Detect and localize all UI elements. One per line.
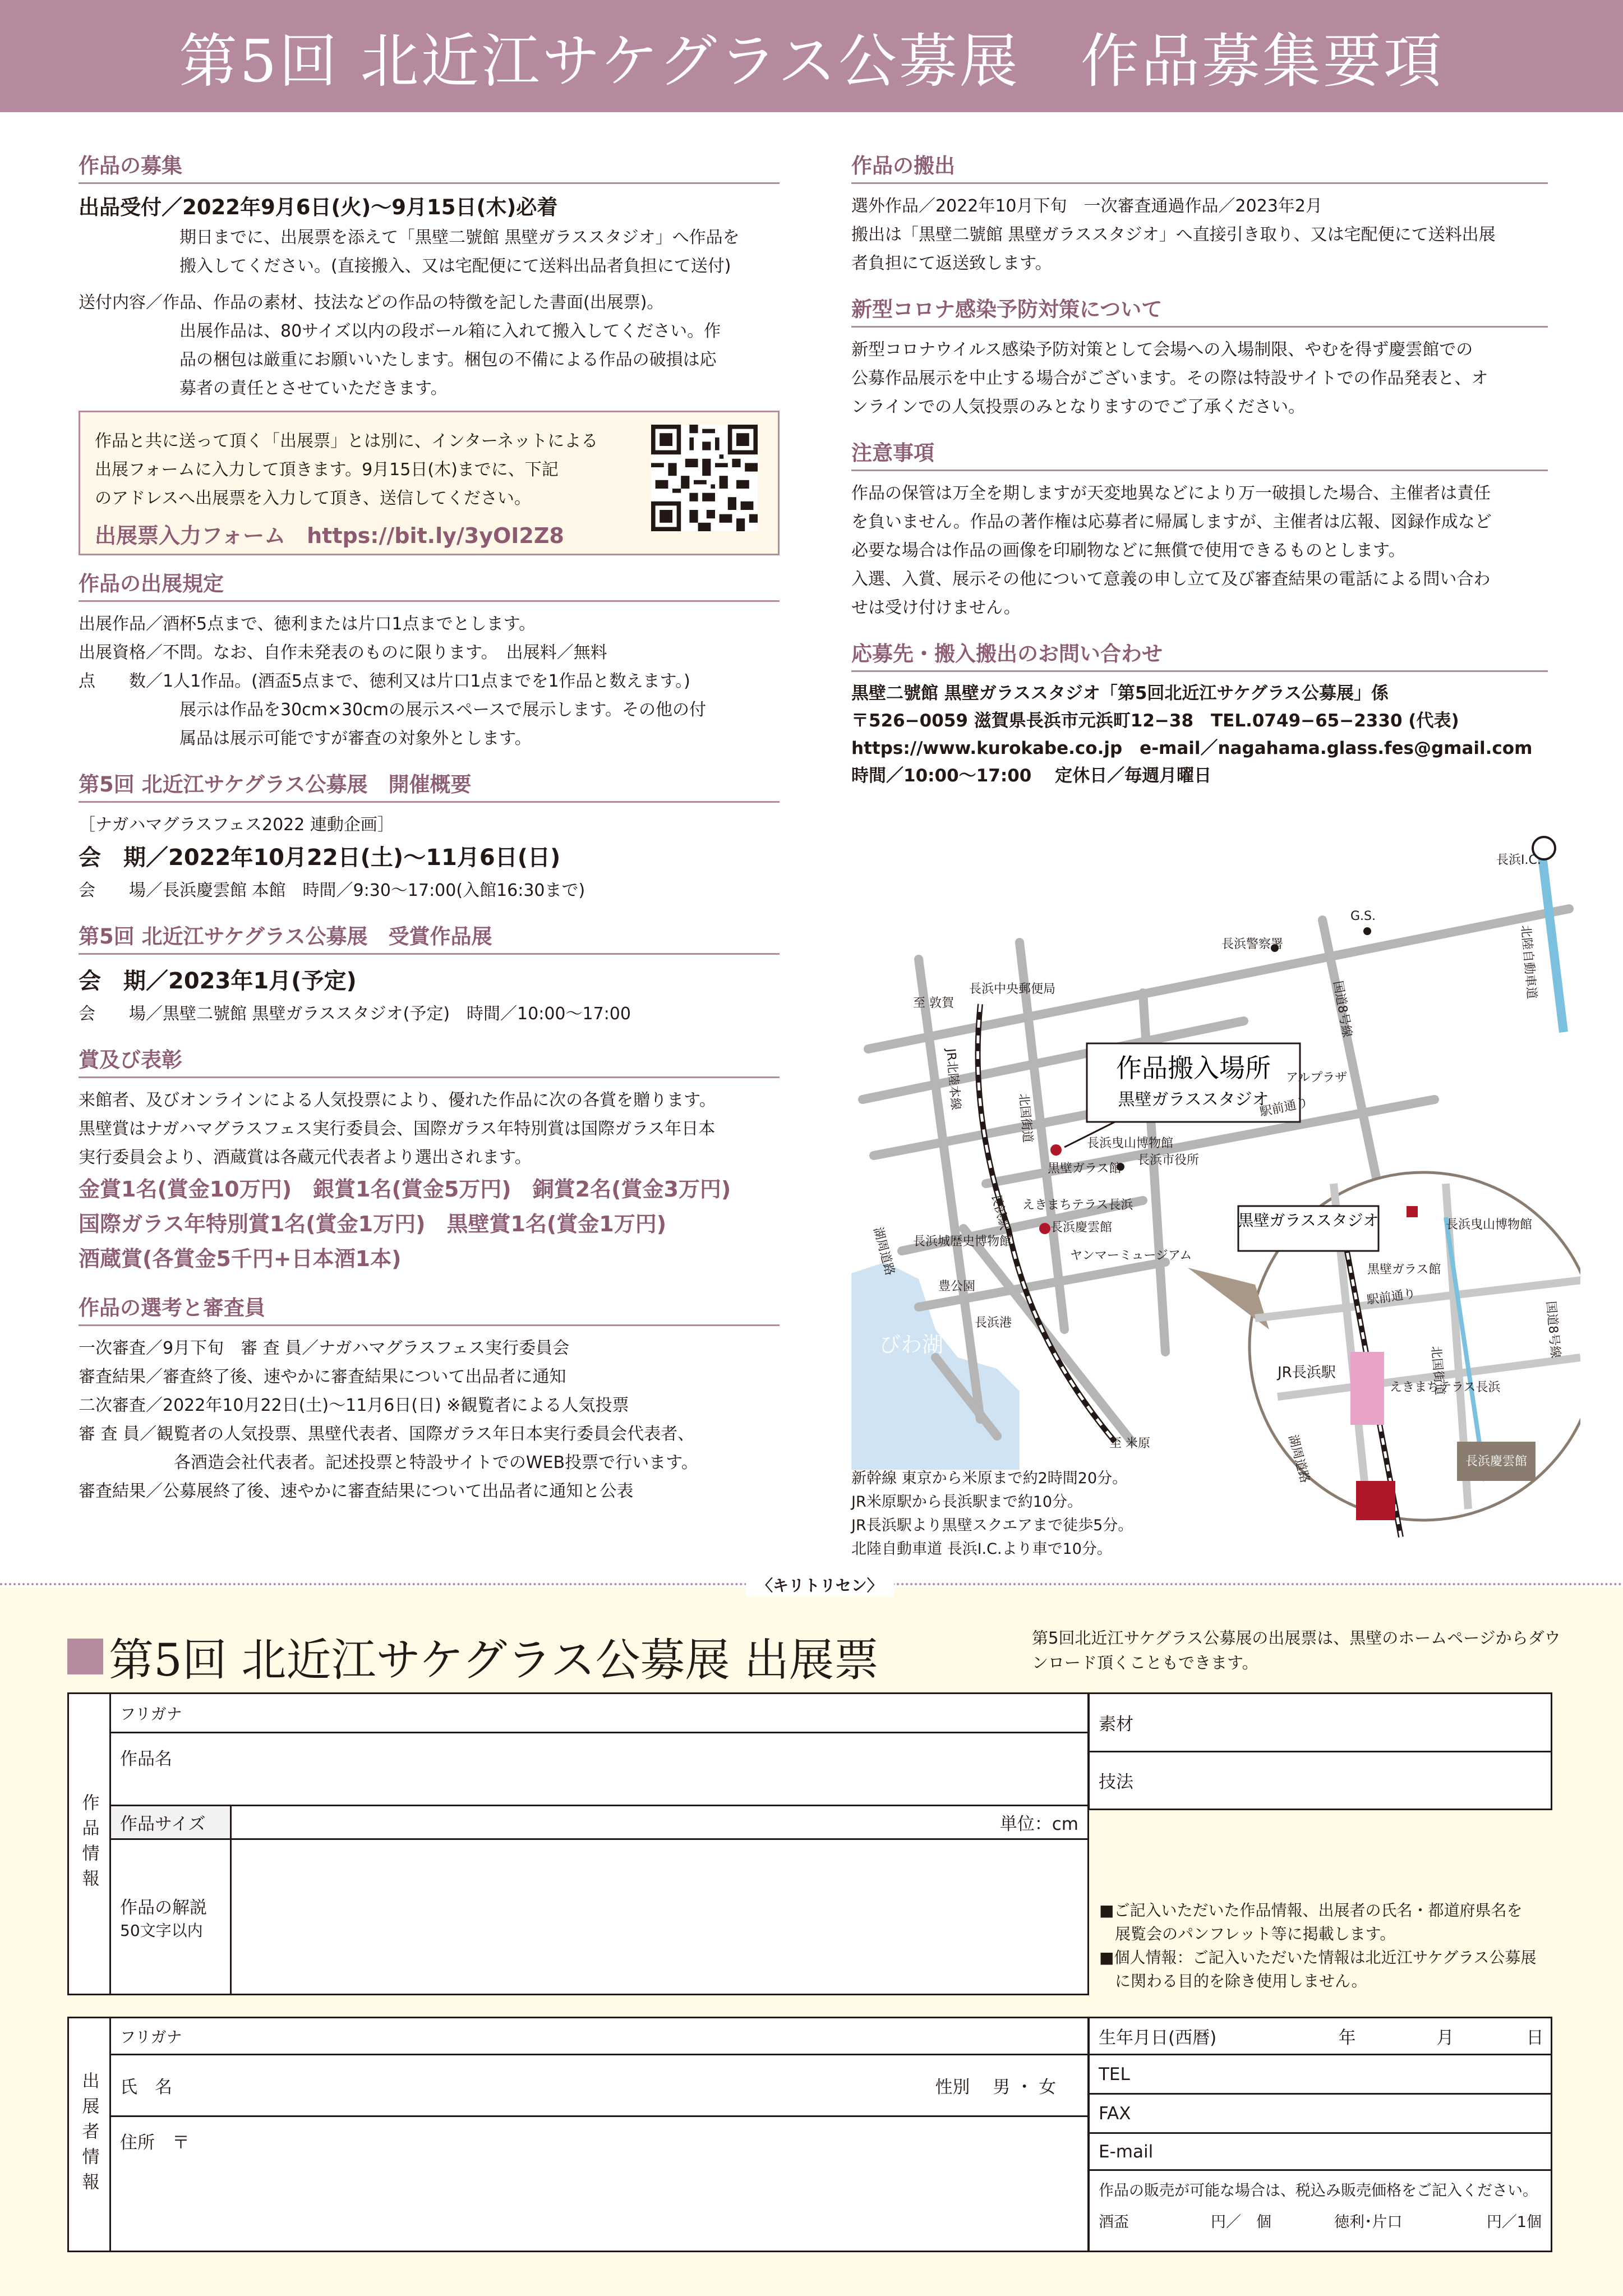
access-map [851,836,1580,1565]
material-field[interactable]: 素材 [1089,1694,1552,1752]
fax-field[interactable]: FAX [1089,2094,1552,2133]
deadline-text-1: 期日までに、出展票を添えて「黒壁二號館 黒壁ガラススタジオ」へ作品を [179,228,740,247]
map-note-1: 新幹線 東京から米原まで約2時間20分。 [851,1470,1128,1487]
tel-field[interactable]: TEL [1089,2055,1552,2094]
form-box-text-3: のアドレスへ出展票を入力して頂き、送信してください。 [95,489,531,508]
work-desc-field[interactable] [231,1839,1089,1995]
map-label-yanmar: ヤンマーミュージアム [1070,1249,1192,1263]
map-label-gs: G.S. [1350,909,1376,923]
section-award-show-heading: 第5回 北近江サケグラス公募展 受賞作品展 [79,919,780,955]
map-label-route8: 国道8号線 [1330,979,1354,1039]
studio-marker-icon [1050,1144,1062,1156]
left-column [79,149,780,1506]
inset-label-koshu: 湖周道路 [1285,1433,1312,1485]
map-label-ekimae: 駅前通り [1258,1096,1310,1120]
contents-text-3: 品の梱包は厳重にお願いいたします。梱包の不備による作品の破損は応 [179,350,717,370]
keiunkan-marker-icon [1039,1223,1050,1234]
contact-info-table [1088,2017,1552,2252]
contents-text-1: 送付内容／作品、作品の素材、技法などの作品の特徴を記した書面(出展票)。 [79,293,664,312]
privacy-line-4: に関わる目的を除き使用しません。 [1099,1972,1367,1990]
notes-line-2: を負いません。作品の著作権は応募者に帰属しますが、主催者は広報、図録作成など [851,512,1492,532]
deadline-text-2: 搬入してください。(直接搬入、又は宅配便にて送料出品者負担にて送付) [179,256,731,276]
judging-line-2: 審査結果／審査終了後、速やかに審査結果について出品者に通知 [79,1367,566,1387]
return-line-2: 搬出は「黒壁二號館 黒壁ガラススタジオ」へ直接引き取り、又は宅配便にて送料出展 [851,225,1496,245]
map-label-jr-line: JR北陸本線 [943,1048,963,1111]
entry-download-note: 第5回北近江サケグラス公募展の出展票は、黒壁のホームページからダウンロード頂くこともできます。 [1032,1628,1561,1672]
map-label-hokkoku: 北国街道 [1016,1093,1035,1144]
work-info-table [67,1692,1089,1995]
work-size-label: 作品サイズ [110,1806,231,1839]
entry-title-text: 第5回 北近江サケグラス公募展 出展票 [109,1634,879,1686]
map-label-koshu: 湖周道路 [870,1226,897,1277]
person-info-table [67,2017,1089,2252]
map-label-expressway: 北陸自動車道 [1518,924,1539,1000]
map-label-ekimachi: えきまちテラス長浜 [1022,1198,1133,1212]
section-judging-heading: 作品の選考と審査員 [79,1291,780,1326]
section-rules-heading: 作品の出展規定 [79,567,780,602]
section-overview-heading: 第5回 北近江サケグラス公募展 開催概要 [79,767,780,803]
page-title: 第5回 北近江サケグラス公募展 作品募集要項 [179,27,1444,95]
privacy-notes [1099,1899,1565,1993]
judging-line-3: 二次審査／2022年10月22日(土)～11月6日(日) ※観覧者による人気投票 [79,1396,629,1415]
map-label-city-hall: 長浜市役所 [1137,1153,1200,1167]
work-info-side-label: 作品情報 [68,1694,110,1995]
inset-label-ekimachi: えきまちテラス長浜 [1390,1381,1501,1395]
contact-line-3[interactable]: https://www.kurokabe.co.jp e-mail／nagahama.glass.fes@gmail.com [851,738,1533,758]
person-info-side-label: 出展者情報 [68,2018,110,2252]
inset-label-hikiyama: 長浜曳山博物館 [1446,1218,1533,1232]
prize-list-2: 国際ガラス年特別賞1名(賞金1万円) 黒壁賞1名(賞金1万円) [79,1212,667,1236]
inset-label-studio: 黒壁ガラススタジオ [1238,1211,1379,1230]
judging-indent: 各酒造会社代表者。記述投票と特設サイトでのWEB投票で行います。 [174,1453,698,1473]
section-return-heading: 作品の搬出 [851,149,1548,184]
person-furigana-field[interactable]: フリガナ [110,2018,1089,2055]
section-recruit-heading: 作品の募集 [79,149,780,184]
contents-text-4: 募者の責任とさせていただきます。 [179,379,448,398]
section-prizes-heading: 賞及び表彰 [79,1043,780,1078]
right-column [851,149,1548,790]
section-notes-heading: 注意事項 [851,436,1548,471]
map-label-castle: 長浜城歴史博物館 [913,1235,1012,1249]
inset-label-hokkoku: 北国街道 [1428,1345,1447,1396]
map-label-port: 長浜港 [975,1316,1012,1330]
entry-form-title [67,1624,879,1688]
contents-text-2: 出展作品は、80サイズ以内の段ボール箱に入れて搬入してください。作 [179,321,721,341]
judging-last: 審査結果／公募展終了後、速やかに審査結果について出品者に通知と公表 [79,1481,634,1501]
entry-form-box [79,411,780,555]
inset-label-route8: 国道8号線 [1543,1300,1562,1359]
privacy-line-1: ■ご記入いただいた作品情報、出展者の氏名・都道府県名を [1099,1901,1523,1920]
section-covid-heading: 新型コロナ感染予防対策について [851,292,1548,328]
covid-line-2: 公募作品展示を中止する場合がございます。その際は特設サイトでの作品発表と、オ [851,369,1488,388]
rules-indent-2: 属品は展示可能ですが審査の対象外とします。 [179,729,532,748]
inset-label-keiunkan: 長浜慶雲館 [1465,1455,1528,1469]
work-furigana-field[interactable]: フリガナ [110,1694,1089,1733]
prize-list-1: 金賞1名(賞金10万円) 銀賞1名(賞金5万円) 銅賞2名(賞金3万円) [79,1177,731,1202]
notes-line-1: 作品の保管は万全を期しますが天変地異などにより万一破損した場合、主催者は責任 [851,484,1491,503]
map-note-3: JR長浜駅より黒壁スクエアまで徒歩5分。 [851,1517,1133,1534]
contact-line-1: 黒壁二號館 黒壁ガラススタジオ「第5回北近江サケグラス公募展」係 [851,683,1389,703]
prizes-line-2: 黒壁賞はナガハマグラスフェス実行委員会、国際ガラス年特別賞は国際ガラス年日本 [79,1119,716,1139]
award-show-venue: 会 場／黒壁二號館 黒壁ガラススタジオ(予定) 時間／10:00～17:00 [79,1004,631,1024]
rules-line-1: 出展作品／酒杯5点まで、徳利または片口1点までとします。 [79,614,536,634]
birth-field[interactable]: 生年月日(西暦) 年 月 日 [1089,2018,1552,2055]
map-label-ic: 長浜I.C. [1496,853,1541,867]
top-banner [0,0,1623,112]
map-label-alpla: アルプラザ [1286,1071,1348,1085]
map-callout-title: 作品搬入場所 [1116,1053,1271,1083]
map-label-hoko: 豊公園 [938,1280,976,1294]
map-callout-sub: 黒壁ガラススタジオ [1118,1090,1269,1110]
contact-line-2: 〒526−0059 滋賀県長浜市元浜町12−38 TEL.0749−65−2330 (代表) [851,711,1459,731]
work-desc-label: 作品の解説 50文字以内 [110,1839,231,1995]
work-name-field[interactable]: 作品名 [110,1733,1089,1806]
deadline-line: 出品受付／2022年9月6日(火)～9月15日(木)必着 [79,195,558,219]
map-note-4: 北陸自動車道 長浜I.C.より車で10分。 [851,1540,1112,1558]
material-table [1088,1692,1552,1810]
overview-note: ［ナガハマグラスフェス2022 連動企画］ [79,815,394,835]
sale-price-field[interactable]: 作品の販売が可能な場合は、税込み販売価格をご記入ください。 酒盃 円／ 個 徳利･片口 円／1個 [1089,2170,1552,2252]
overview-venue: 会 場／長浜慶雲館 本館 時間／9:30～17:00(入館16:30まで) [79,881,585,900]
map-label-biwako: びわ湖 [879,1332,944,1357]
inset-label-ekimae: 駅前通り [1366,1286,1417,1308]
person-name-field[interactable]: 氏 名 性別 男 ・ 女 [110,2055,1089,2116]
return-line-1: 選外作品／2022年10月下旬 一次審査通過作品／2023年2月 [851,196,1322,216]
map-label-police: 長浜警察署 [1221,937,1284,951]
covid-line-3: ンラインでの人気投票のみとなりますのでご了承ください。 [851,397,1306,417]
title-square-icon [67,1639,103,1674]
notes-line-3: 必要な場合は作品の画像を印刷物などに無償で使用できるものとします。 [851,541,1405,560]
map-label-hikiyama: 長浜曳山博物館 [1087,1137,1174,1151]
rules-indent-1: 展示は作品を30cm×30cmの展示スペースで展示します。その他の付 [179,700,707,720]
map-label-kurokabe: 黒壁ガラス館 [1048,1162,1122,1176]
judging-line-4: 審 査 員／観覧者の人気投票、黒壁代表者、国際ガラス年日本実行委員会代表者、 [79,1424,695,1444]
email-field[interactable]: E-mail [1089,2133,1552,2170]
cut-line-label: 〈キリトリセン〉 [746,1573,894,1596]
form-box-text-2: 出展フォームに入力して頂きます。9月15日(木)までに、下記 [95,460,559,480]
person-address-field[interactable]: 住所 〒 [110,2116,1089,2252]
notes-line-5: せは受け付けません。 [851,598,1021,618]
map-label-station: 長浜駅 [988,1192,1012,1232]
judging-line-1: 一次審査／9月下旬 審 査 員／ナガハマグラスフェス実行委員会 [79,1338,570,1358]
sale-note: 作品の販売が可能な場合は、税込み販売価格をご記入ください。 [1099,2182,1538,2200]
prizes-line-3: 実行委員会より、酒蔵賞は各蔵元代表者より選出されます。 [79,1148,532,1167]
map-note-2: JR米原駅から長浜駅まで約10分。 [851,1493,1083,1511]
contact-line-4: 時間／10:00～17:00 定休日／毎週月曜日 [851,766,1212,786]
qr-code-icon[interactable] [651,425,758,531]
notes-line-4: 入選、入賞、展示その他について意義の申し立て及び審査結果の電話による問い合わ [851,569,1491,589]
rules-line-2: 出展資格／不問。なお、自作未発表のものに限ります。 出展料／無料 [79,643,607,662]
form-box-text-1: 作品と共に送って頂く「出展票」とは別に、インターネットによる [95,431,598,451]
inset-label-kurokabe: 黒壁ガラス館 [1367,1263,1441,1277]
rules-line-3: 点 数／1人1作品。(酒盃5点まで、徳利又は片口1点までを1作品と数えます。) [79,671,690,691]
map-label-keiunkan: 長浜慶雲館 [1050,1221,1113,1235]
prize-list-3: 酒蔵賞(各賞金5千円+日本酒1本) [79,1246,402,1271]
prizes-line-1: 来館者、及びオンラインによる人気投票により、優れた作品に次の各賞を贈ります。 [79,1091,716,1110]
covid-line-1: 新型コロナウイルス感染予防対策として会場への入場制限、やむを得ず慶雲館での [851,340,1473,360]
map-label-tsuruga: 至 敦賀 [913,996,954,1010]
technique-field[interactable]: 技法 [1089,1751,1552,1810]
privacy-line-2: 展覧会のパンフレット等に掲載します。 [1099,1925,1396,1943]
gender-select[interactable]: 性別 男 ・ 女 [935,2077,1056,2097]
privacy-line-3: ■個人情報：ご記入いただいた情報は北近江サケグラス公募展 [1099,1948,1537,1967]
map-label-post: 長浜中央郵便局 [969,982,1056,996]
award-show-period: 会 期／2023年1月(予定) [79,968,357,994]
map-label-maibara: 至 米原 [1109,1437,1150,1451]
return-line-3: 者負担にて返送致します。 [851,254,1052,273]
form-url-link[interactable]: 出展票入力フォーム https://bit.ly/3yOI2Z8 [95,523,564,548]
map-notes [851,1467,1289,1561]
section-contact-heading: 応募先・搬入搬出のお問い合わせ [851,637,1548,672]
overview-period: 会 期／2022年10月22日(土)～11月6日(日) [79,845,561,871]
inset-label-station: JR長浜駅 [1278,1364,1336,1381]
work-size-field[interactable]: 単位：cm [231,1806,1089,1839]
